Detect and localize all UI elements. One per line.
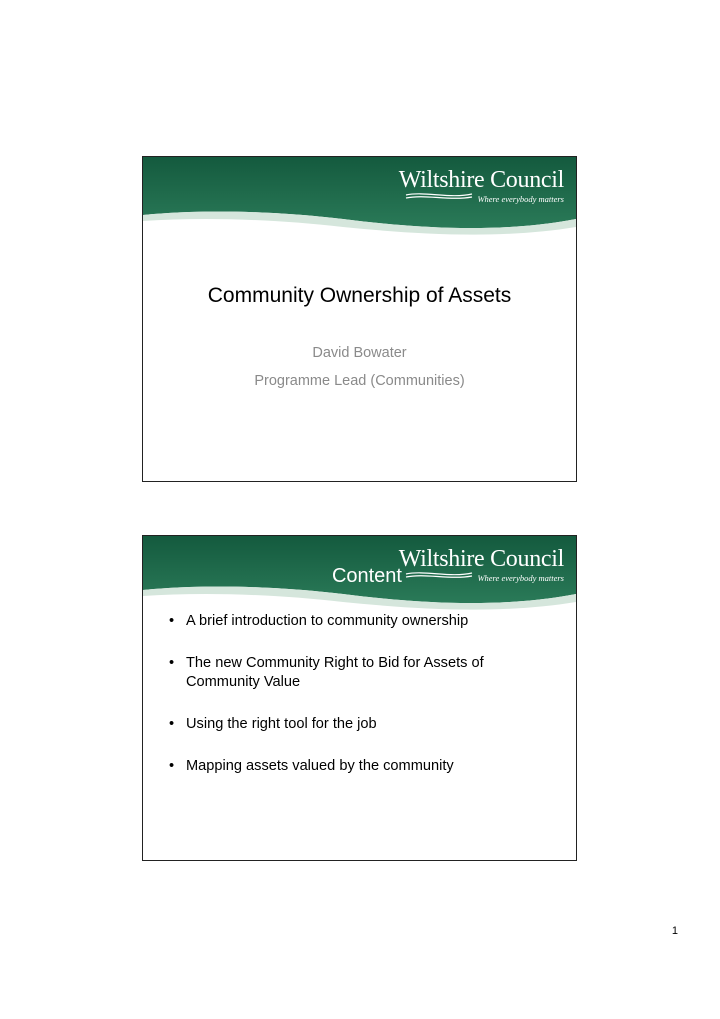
bullet-dot-icon: •	[169, 655, 175, 671]
council-logo-name: Wiltshire Council	[398, 167, 564, 193]
logo-swoosh-icon	[405, 570, 473, 580]
bullet-text-continued: Community Value	[186, 674, 301, 690]
bullet-text: Using the right tool for the job	[186, 716, 377, 732]
council-logo-name: Wiltshire Council	[398, 546, 564, 572]
bullet-item	[169, 612, 569, 631]
bullet-text: A brief introduction to community ownership	[186, 613, 469, 629]
title-slide	[142, 156, 577, 482]
bullet-item	[169, 757, 569, 776]
content-slide	[142, 535, 577, 861]
bullet-item	[169, 654, 569, 692]
bullet-list	[169, 612, 569, 776]
slide-title: Community Ownership of Assets	[207, 284, 512, 307]
council-logo-tagline: Where everybody matters	[477, 194, 564, 204]
bullet-dot-icon: •	[169, 613, 175, 629]
page-number: 1	[671, 925, 678, 937]
logo-swoosh-icon	[405, 191, 473, 201]
bullet-dot-icon: •	[169, 716, 175, 732]
presenter-role: Programme Lead (Communities)	[254, 373, 465, 389]
council-logo-tagline: Where everybody matters	[477, 573, 564, 583]
bullet-dot-icon: •	[169, 758, 175, 774]
bullet-item	[169, 715, 569, 734]
bullet-text: Mapping assets valued by the community	[186, 758, 454, 774]
bullet-text: The new Community Right to Bid for Assets of	[186, 655, 484, 671]
presenter-name: David Bowater	[312, 345, 407, 361]
slide-title: Content	[331, 565, 402, 587]
